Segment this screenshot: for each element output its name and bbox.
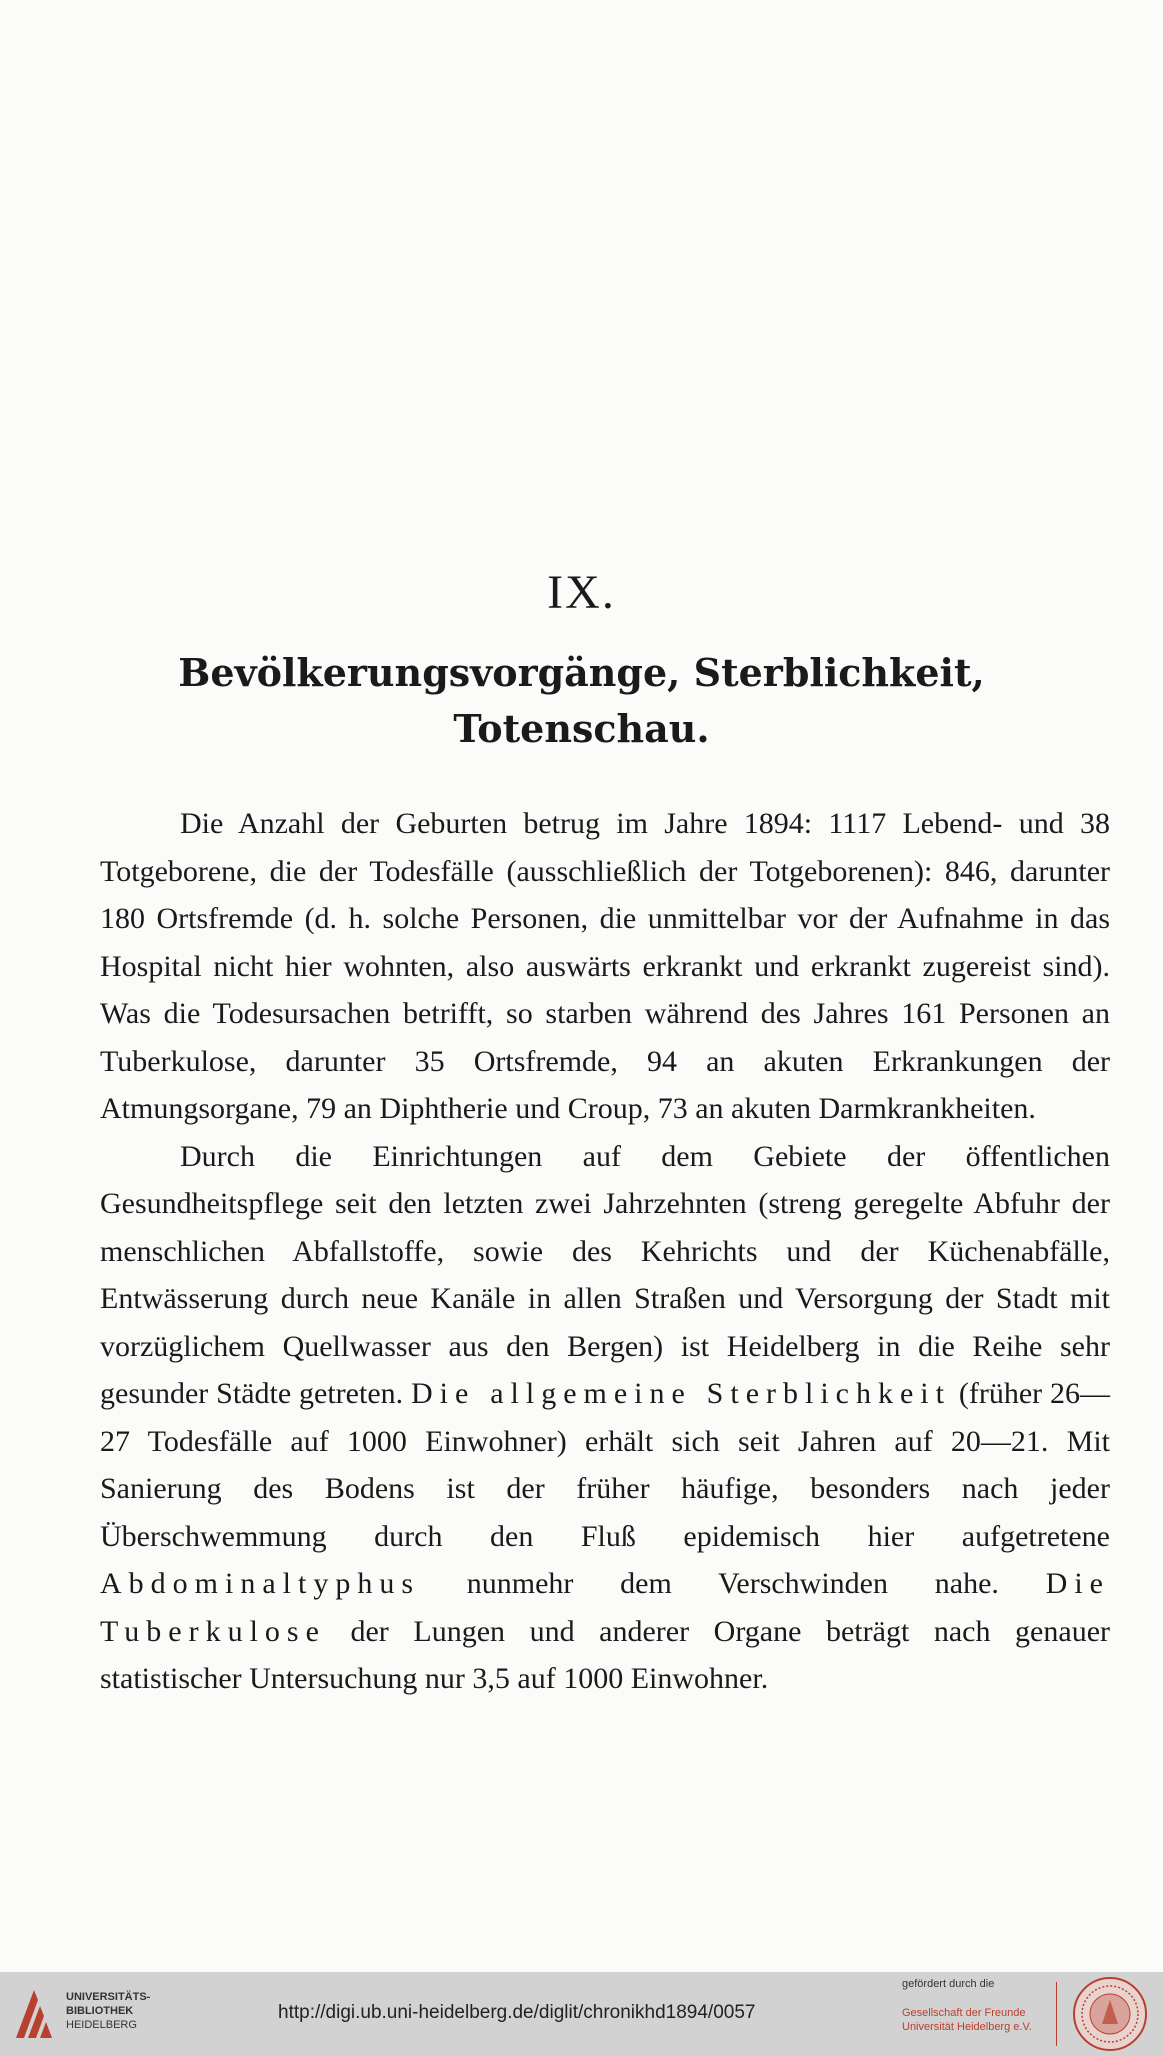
university-seal-icon: [1072, 1976, 1148, 2052]
paragraph-2-part-1: Durch die Einrichtungen auf dem Gebiete der öffentlichen Gesundheitspflege seit den letzten zwei Jahrzehnten (streng geregelte Abfuhr der menschlichen Abfallstoffe, sowie des Kehrichts und der Küchenabfälle, Entwässerung durch neue Kanäle in allen Straßen und Versorgung der Stadt mit vorzüglichem Quellwasser aus den Bergen) ist Heidelberg in die Reihe sehr gesunder Städte getreten.: [100, 1139, 1110, 1410]
paragraph-2-part-3: nunmehr dem Verschwinden nahe.: [466, 1567, 999, 1600]
chapter-title-line2: Totenschau.: [453, 706, 710, 751]
footer-bar: [0, 1972, 1163, 2056]
sponsor-name: [902, 2006, 1032, 2034]
paragraph-1: Die Anzahl der Geburten betrug im Jahre 1894: 1117 Lebend- und 38 Totgeborene, die der Todesfälle (ausschließlich der Totgeborenen): 846, darunter 180 Ortsfremde (d. h. solche Personen, die unmittelbar vor der Aufnahme in das Hospital nicht hier wohnten, also auswärts erkrankt und erkrankt zugereist sind). Was die Todesursachen betrifft, so starben während des Jahres 161 Personen an Tuberkulose, darunter 35 Ortsfremde, 94 an akuten Erkrankungen der Atmungsorgane, 79 an Diphtherie und Croup, 73 an akuten Darmkrankheiten.: [100, 807, 1110, 1125]
paragraph-2: [100, 1133, 1110, 1703]
spaced-term-typhus: Abdominaltyphus: [100, 1567, 420, 1600]
sponsor-name-line1: Gesellschaft der Freunde: [902, 2007, 1026, 2019]
library-name: [66, 1990, 150, 2032]
library-logo-icon: [12, 1984, 56, 2042]
sponsor-label: gefördert durch die: [902, 1978, 995, 1990]
source-url-link[interactable]: http://digi.ub.uni-heidelberg.de/diglit/chronikhd1894/0057: [278, 2002, 756, 2023]
paragraph-2-part-4: der Lungen und anderer Organe beträgt nach genauer statistischer Untersuchung nur 3,5 auf 1000 Einwohner.: [100, 1614, 1110, 1695]
chapter-number: IX.: [547, 566, 616, 619]
chapter-title-line1: Bevölkerungsvorgänge, Sterblichkeit,: [178, 650, 985, 695]
sponsor-name-line2: Universität Heidelberg e.V.: [902, 2021, 1032, 2033]
chapter-title: [100, 645, 1063, 757]
library-name-line3: HEIDELBERG: [66, 2019, 137, 2031]
paragraph-2-part-2: (früher 26—27 Todesfälle auf 1000 Einwohner) erhält sich seit Jahren auf 20—21. Mit Sanierung des Bodens ist der früher häufige, besonders nach jeder Überschwemmung durch den Fluß epidemisch hier aufgetretene: [100, 1377, 1111, 1553]
spaced-term-sterblichkeit: Die allgemeine Sterblichkeit: [411, 1377, 951, 1410]
footer-divider: [1056, 1982, 1057, 2046]
library-name-line2: BIBLIOTHEK: [66, 2005, 134, 2017]
library-name-line1: UNIVERSITÄTS-: [66, 1991, 151, 2003]
body-text: [100, 800, 1110, 1703]
spaced-term-tuberkulose: Die Tuberkulose: [100, 1567, 1110, 1648]
